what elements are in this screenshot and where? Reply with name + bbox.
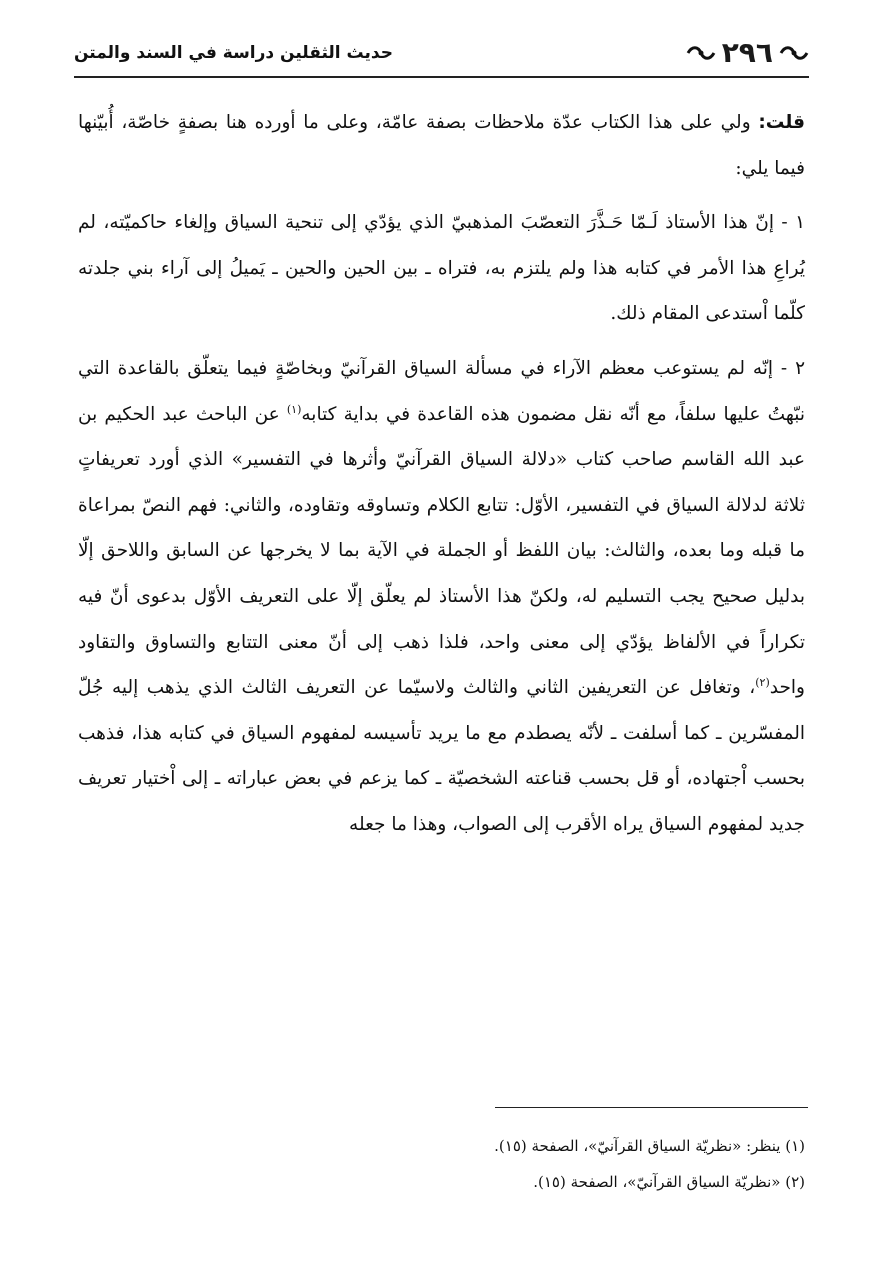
footnote-ref-1[interactable]: (١): [286, 402, 302, 416]
paragraph-intro: [78, 100, 805, 191]
paragraph-intro-text: ولي على هذا الكتاب عدّة ملاحظات بصفة عامّة، وعلى ما أورده هنا بصفةٍ خاصّة، أُبيّنها فيما يلي:: [78, 112, 805, 179]
footnote-ref-2[interactable]: (٢): [755, 675, 770, 689]
page-number-ornament: [686, 36, 809, 70]
page-header: [74, 36, 809, 78]
paragraph-point-2: [78, 346, 805, 848]
page-number: ٢٩٦: [721, 36, 773, 69]
point-2-text-a: ٢ - إنّه لم يستوعب معظم الآراء في مسألة السياق القرآنيّ وبخاصّةٍ فيما يتعلّق بالقاعدة التي نبّهتُ عليها سلفاً، مع أنّه نقل مضمون هذه القاعدة في بداية كتابه: [78, 357, 805, 425]
footnotes: [78, 1128, 805, 1200]
ornament-left-icon: [686, 44, 716, 62]
footnote-2: (٢) «نظريّة السياق القرآنيّ»، الصفحة (١٥).: [533, 1173, 805, 1191]
running-title: حديث الثقلين دراسة في السند والمتن: [74, 43, 393, 63]
point-2-text-b: عن الباحث عبد الحكيم بن عبد الله القاسم صاحب كتاب «دلالة السياق القرآنيّ وأثرها في التفسير» الذي أورد تعريفاتٍ ثلاثة لدلالة السياق في التفسير، الأوّل: تتابع الكلام وتساوقه وتقاوده، والثاني: فهم النصّ بمراعاة ما قبله وما بعده، والثالث: بيان اللفظ أو الجملة في الآية بما لا يخرجها عن السابق واللاحق إلّا بدليل صحيح يجب التسليم له، ولكنّ هذا الأستاذ لم يعلّق إلّا على التعريف الأوّل بدعوى أنّ فيه تكراراً في الألفاظ يؤدّي إلى معنى واحد، فلذا ذهب إلى أنّ معنى التتابع والتساوق والتقاود واحد: [78, 403, 805, 699]
main-text: [78, 100, 805, 848]
paragraph-point-1: ١ - إنّ هذا الأستاذ لَـمّا حَـذَّرَ التعصّبَ المذهبيّ الذي يؤدّي إلى تنحية السياق وإلغاء حاكميّته، لم يُراعِ هذا الأمر في كتابه هذا ولم يلتزم به، فتراه ـ بين الحين والحين ـ يَميلُ إلى آراء بني جلدته كلّما اْستدعى المقام ذلك.: [78, 212, 805, 325]
footnote-rule: [495, 1107, 808, 1108]
header-rule: [74, 76, 809, 78]
lead-word: قلت:: [758, 112, 805, 133]
footnote-1: (١) ينظر: «نظريّة السياق القرآنيّ»، الصفحة (١٥).: [494, 1137, 805, 1155]
ornament-right-icon: [779, 44, 809, 62]
point-2-text-c: ، وتغافل عن التعريفين الثاني والثالث ولاسيّما عن التعريف الثالث الذي يذهب إليه جُلّ المفسّرين ـ كما أسلفت ـ لأنّه يصطدم مع ما يريد تأسيسه لمفهوم السياق في كتابه هذا، فذهب بحسب اْجتهاده، أو قل بحسب قناعته الشخصيّة ـ كما يزعم في بعض عباراته ـ إلى اْختيار تعريف جديد لمفهوم السياق يراه الأقرب إلى الصواب، وهذا ما جعله: [78, 677, 805, 835]
